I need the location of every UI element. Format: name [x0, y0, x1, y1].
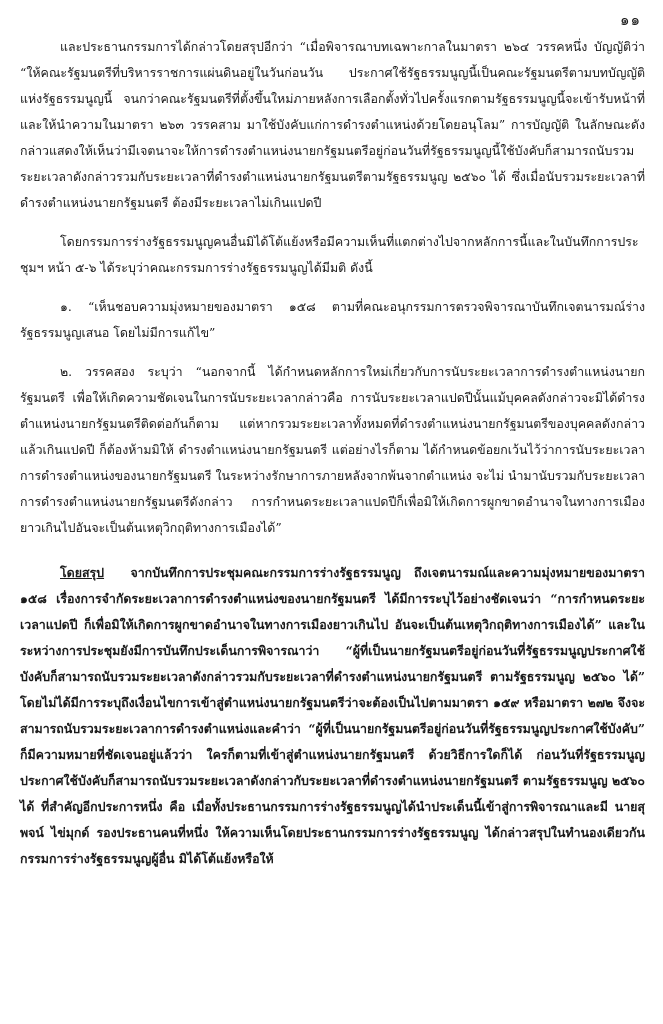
paragraph-conclusion	[20, 560, 645, 872]
paragraph-resolution-item-2: ๒. วรรคสอง ระบุว่า “นอกจากนี้ ได้กำหนดหลักการใหม่เกี่ยวกับการนับระยะเวลาการดำรงตำแหน่งนายกรัฐมนตรี เพื่อให้เกิดความชัดเจนในการนับระยะเวลากล่าวคือ การนับระยะเวลาแปดปีนั้นแม้บุคคลดังกล่าวจะมิได้ดำรงตำแหน่งนายกรัฐมนตรีติดต่อกันก็ตาม แต่หากรวมระยะเวลาทั้งหมดที่ดำรงตำแหน่งนายกรัฐมนตรีของบุคคลดังกล่าวแล้วเกินแปดปี ก็ต้องห้ามมิให้ ดำรงตำแหน่งนายกรัฐมนตรี แต่อย่างไรก็ตาม ได้กำหนดข้อยกเว้นไว้ว่าการนับระยะเวลาการดำรงตำแหน่งของนายกรัฐมนตรี ในระหว่างรักษาการภายหลังจากพ้นจากตำแหน่ง จะไม่ นำมานับรวมกับระยะเวลาการดำรงตำแหน่งนายกรัฐมนตรีดังกล่าว การกำหนดระยะเวลาแปดปีก็เพื่อมิให้เกิดการผูกขาดอำนาจในทางการเมืองยาวเกินไปอันจะเป็นต้นเหตุวิกฤติทางการเมืองได้”	[20, 364, 645, 535]
paragraph-chair-summary: และประธานกรรมการได้กล่าวโดยสรุปอีกว่า “เมื่อพิจารณาบทเฉพาะกาลในมาตรา ๒๖๔ วรรคหนึ่ง บัญญัติว่า “ให้คณะรัฐมนตรีที่บริหารราชการแผ่นดินอยู่ในวันก่อนวัน ประกาศใช้รัฐธรรมนูญนี้เป็นคณะรัฐมนตรีตามบทบัญญัติแห่งรัฐธรรมนูญนี้ จนกว่าคณะรัฐมนตรีที่ตั้งขึ้นใหม่ภายหลังการเลือกตั้งทั่วไปครั้งแรกตามรัฐธรรมนูญนี้จะเข้ารับหน้าที่และให้นำความในมาตรา ๒๖๓ วรรคสาม มาใช้บังคับแก่การดำรงตำแหน่งด้วยโดยอนุโลม” การบัญญัติ ในลักษณะดังกล่าวแสดงให้เห็นว่ามีเจตนาจะให้การดำรงตำแหน่งนายกรัฐมนตรีอยู่ก่อนวันที่รัฐธรรมนูญนี้ใช้บังคับก็สามารถนับรวมระยะเวลาดังกล่าวรวมกับระยะเวลาที่ดำรงตำแหน่งนายกรัฐมนตรีตามรัฐธรรมนูญ ๒๕๖๐ ได้ ซึ่งเมื่อนับรวมระยะเวลาที่ดำรงตำแหน่งนายกรัฐมนตรี ต้องมีระยะเวลาไม่เกินแปดปี	[20, 39, 645, 210]
conclusion-text: จากบันทึกการประชุมคณะกรรมการร่างรัฐธรรมนูญ ถึงเจตนารมณ์และความมุ่งหมายของมาตรา ๑๕๘ เรื่องการจำกัดระยะเวลาการดำรงตำแหน่งของนายกรัฐมนตรี ได้มีการระบุไว้อย่างชัดเจนว่า “การกำหนดระยะเวลาแปดปี ก็เพื่อมิให้เกิดการผูกขาดอำนาจในทางการเมืองยาวเกินไป อันจะเป็นต้นเหตุวิกฤติทางการเมืองได้” และในระหว่างการประชุมยังมีการบันทึกประเด็นการพิจารณาว่า “ผู้ที่เป็นนายกรัฐมนตรีอยู่ก่อนวันที่รัฐธรรมนูญประกาศใช้ บังคับก็สามารถนับรวมระยะเวลาดังกล่าวรวมกับระยะเวลาที่ดำรงตำแหน่งนายกรัฐมนตรี ตามรัฐธรรมนูญ ๒๕๖๐ ได้” โดยไม่ได้มีการระบุถึงเงื่อนไขการเข้าสู่ตำแหน่งนายกรัฐมนตรีว่าจะต้องเป็นไปตามมาตรา ๑๕๙ หรือมาตรา ๒๗๒ จึงจะสามารถนับรวมระยะเวลาการดำรงตำแหน่งและคำว่า “ผู้ที่เป็นนายกรัฐมนตรีอยู่ก่อนวันที่รัฐธรรมนูญประกาศใช้บังคับ” ก็มีความหมายที่ชัดเจนอยู่แล้วว่า ใครก็ตามที่เข้าสู่ตำแหน่งนายกรัฐมนตรี ด้วยวิธีการใดก็ได้ ก่อนวันที่รัฐธรรมนูญประกาศใช้บังคับก็สามารถนับรวมระยะเวลาดังกล่าวกับระยะเวลาที่ดำรงตำแหน่งนายกรัฐมนตรี ตามรัฐธรรมนูญ ๒๕๖๐ ได้ ที่สำคัญอีกประการหนึ่ง คือ เมื่อทั้งประธานกรรมการร่างรัฐธรรมนูญได้นำประเด็นนี้เข้าสู่การพิจารณาและมี นายสุพจน์ ไข่มุกด์ รองประธานคนที่หนึ่ง ให้ความเห็นโดยประธานกรรมการร่างรัฐธรรมนูญ ได้กล่าวสรุปในทำนองเดียวกัน กรรมการร่างรัฐธรรมนูญผู้อื่น มิได้โต้แย้งหรือให้	[20, 565, 645, 866]
page-number: ๑๑	[619, 11, 641, 29]
document-body	[20, 34, 645, 872]
paragraph-resolution-item-1: ๑. “เห็นชอบความมุ่งหมายของมาตรา ๑๕๘ ตามที่คณะอนุกรรมการตรวจพิจารณาบันทึกเจตนารมณ์ร่างรัฐธรรมนูญเสนอ โดยไม่มีการแก้ไข”	[20, 299, 645, 340]
conclusion-lead: โดยสรุป	[60, 565, 105, 580]
paragraph-committee-resolution: โดยกรรมการร่างรัฐธรรมนูญคนอื่นมิได้โต้แย้งหรือมีความเห็นที่แตกต่างไปจากหลักการนี้และในบันทึกการประชุมฯ หน้า ๕-๖ ได้ระบุว่าคณะกรรมการร่างรัฐธรรมนูญได้มีมติ ดังนี้	[20, 234, 639, 275]
